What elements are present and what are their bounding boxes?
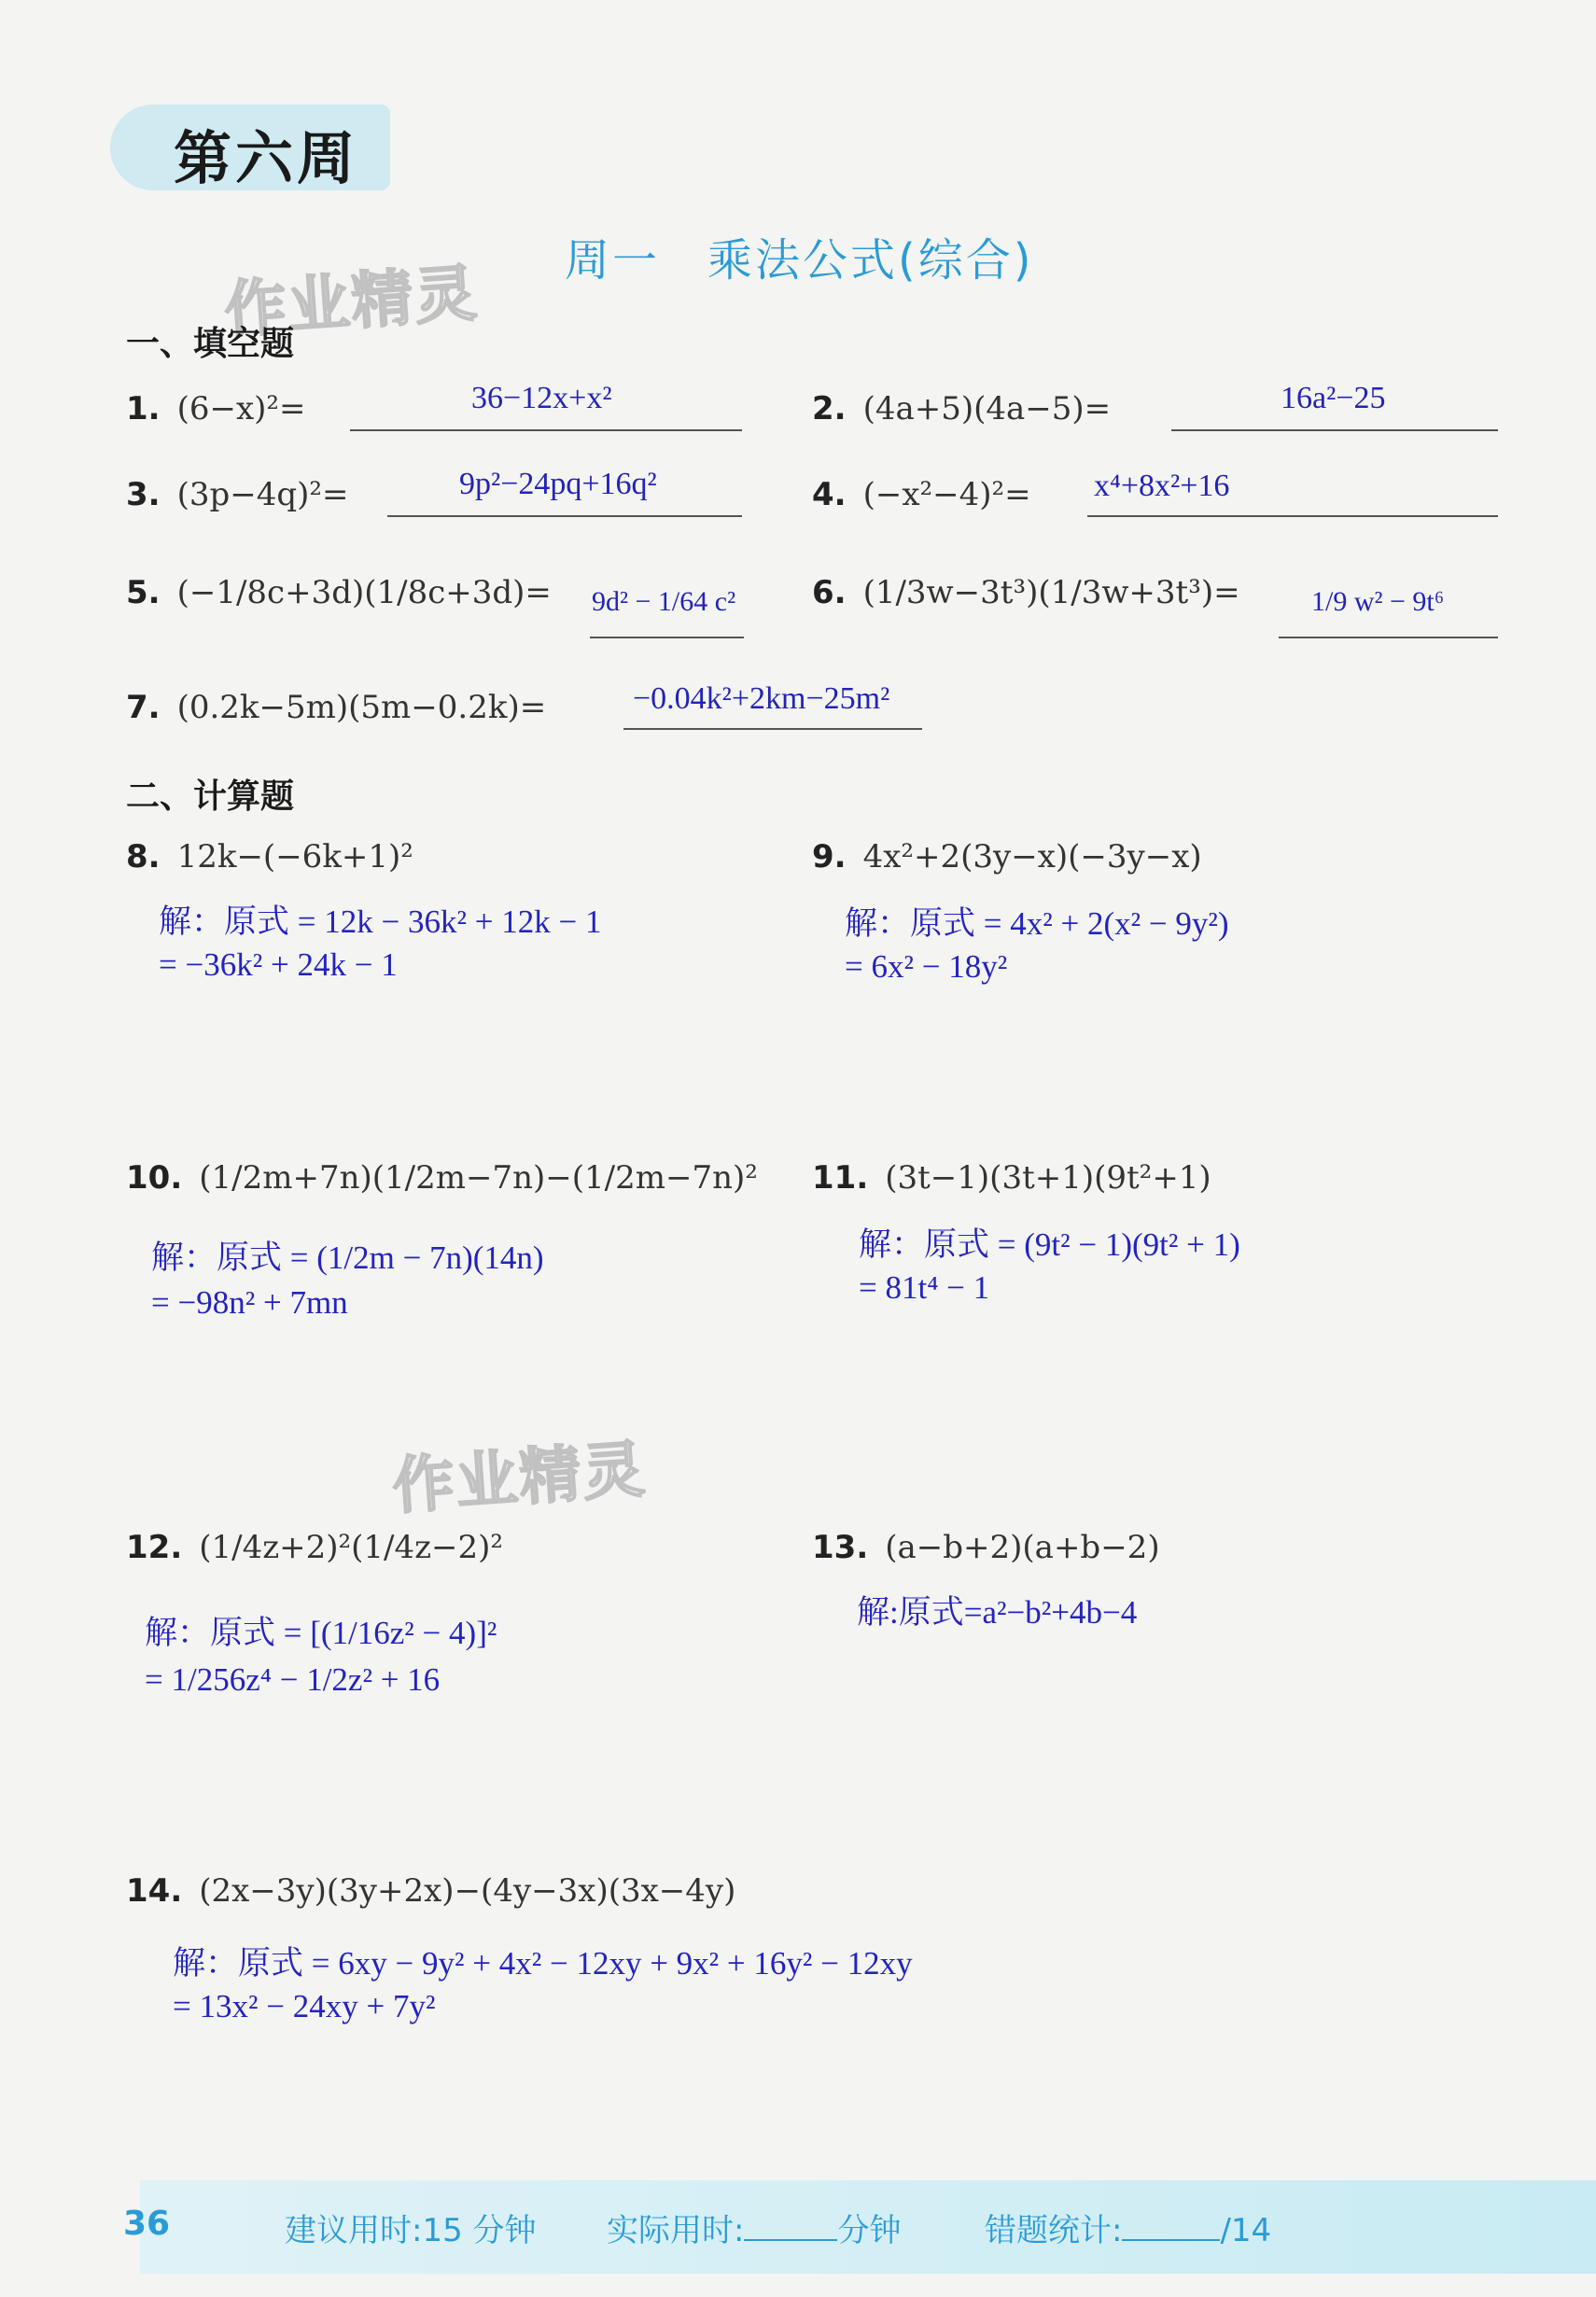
actual-time-blank[interactable] <box>744 2215 837 2241</box>
error-count <box>985 2205 1271 2250</box>
answer-line <box>387 515 742 517</box>
answer-line <box>590 637 744 638</box>
question-number: 7. <box>126 689 161 726</box>
calc-question-9 <box>812 838 1202 875</box>
question-number: 6. <box>812 574 847 611</box>
question-text: 4x²+2(3y−x)(−3y−x) <box>862 838 1202 875</box>
fill-answer-5: 9d² − 1/64 c² <box>592 586 736 617</box>
fill-question-5 <box>126 574 552 611</box>
question-text: (2x−3y)(3y+2x)−(4y−3x)(3x−4y) <box>199 1872 736 1910</box>
fill-question-6 <box>812 574 1240 611</box>
solution-line-1: 解：原式 = 12k − 36k² + 12k − 1 <box>159 903 602 940</box>
question-text: (1/4z+2)²(1/4z−2)² <box>199 1529 504 1566</box>
question-text: (1/3w−3t³)(1/3w+3t³)= <box>862 574 1240 611</box>
solution-line-1: 解：原式 = (9t² − 1)(9t² + 1) <box>859 1226 1240 1263</box>
answer-line <box>1279 637 1498 638</box>
fill-answer-1: 36−12x+x² <box>471 381 612 415</box>
errors-total: /14 <box>1220 2212 1272 2249</box>
fill-question-1 <box>126 390 306 427</box>
fill-question-4 <box>812 476 1031 513</box>
question-number: 9. <box>812 838 847 875</box>
fill-answer-3: 9p²−24pq+16q² <box>459 467 657 501</box>
solution-line-2: = −98n² + 7mn <box>151 1284 348 1321</box>
question-number: 12. <box>126 1529 183 1566</box>
question-text: (4a+5)(4a−5)= <box>862 390 1112 427</box>
question-number: 13. <box>812 1529 869 1566</box>
question-text: (1/2m+7n)(1/2m−7n)−(1/2m−7n)² <box>199 1159 758 1197</box>
answer-line <box>1171 429 1498 431</box>
question-number: 8. <box>126 838 161 875</box>
question-number: 3. <box>126 476 161 513</box>
fill-question-7 <box>126 689 546 726</box>
solution-line-1: 解：原式 = [(1/16z² − 4)]² <box>145 1615 497 1651</box>
question-number: 5. <box>126 574 161 611</box>
question-number: 14. <box>126 1872 183 1910</box>
section-title: 周一 乘法公式(综合) <box>565 234 1034 287</box>
solution-line-1: 解：原式 = 4x² + 2(x² − 9y²) <box>845 905 1229 942</box>
watermark-top: 作业精灵 <box>222 257 481 347</box>
fill-answer-4: x⁴+8x²+16 <box>1094 469 1230 503</box>
calc-question-8 <box>126 838 413 875</box>
question-text: (−x²−4)²= <box>862 476 1031 513</box>
calc-question-10 <box>126 1159 758 1197</box>
solution-line-2: = 1/256z⁴ − 1/2z² + 16 <box>145 1661 441 1698</box>
question-text: (6−x)²= <box>176 390 306 427</box>
question-number: 4. <box>812 476 847 513</box>
actual-time <box>607 2205 901 2250</box>
question-text: 12k−(−6k+1)² <box>176 838 413 875</box>
part2-heading: 二、计算题 <box>126 777 295 816</box>
answer-line <box>623 728 922 730</box>
question-number: 1. <box>126 390 161 427</box>
question-text: (3p−4q)²= <box>176 476 349 513</box>
calc-question-11 <box>812 1159 1211 1197</box>
errors-label: 错题统计: <box>985 2212 1123 2249</box>
solution-line-2: = −36k² + 24k − 1 <box>159 946 398 983</box>
watermark-middle: 作业精灵 <box>390 1433 649 1523</box>
fill-answer-2: 16a²−25 <box>1281 381 1386 415</box>
solution-line-2: = 6x² − 18y² <box>845 948 1008 985</box>
actual-time-unit: 分钟 <box>837 2212 902 2249</box>
actual-time-label: 实际用时: <box>607 2212 745 2249</box>
fill-answer-6: 1/9 w² − 9t⁶ <box>1311 586 1445 617</box>
solution-line-2: = 81t⁴ − 1 <box>859 1269 990 1306</box>
question-number: 2. <box>812 390 847 427</box>
calc-question-12 <box>126 1529 503 1566</box>
page-number: 36 <box>123 2205 171 2243</box>
fill-question-2 <box>812 390 1111 427</box>
question-text: (0.2k−5m)(5m−0.2k)= <box>176 689 547 726</box>
question-number: 11. <box>812 1159 869 1197</box>
errors-blank[interactable] <box>1122 2215 1220 2241</box>
fill-answer-7: −0.04k²+2km−25m² <box>633 681 890 716</box>
question-number: 10. <box>126 1159 183 1197</box>
calc-question-13 <box>812 1529 1160 1566</box>
question-text: (3t−1)(3t+1)(9t²+1) <box>885 1159 1211 1197</box>
fill-question-3 <box>126 476 349 513</box>
question-text: (−1/8c+3d)(1/8c+3d)= <box>176 574 552 611</box>
solution-line-1: 解：原式 = (1/2m − 7n)(14n) <box>151 1240 544 1276</box>
solution-line-1: 解：原式 = 6xy − 9y² + 4x² − 12xy + 9x² + 16y² − 12xy <box>173 1945 913 1982</box>
answer-line <box>350 429 742 431</box>
solution-line-2: = 13x² − 24xy + 7y² <box>173 1988 436 2024</box>
answer-line <box>1087 515 1498 517</box>
calc-question-14 <box>126 1872 735 1910</box>
question-text: (a−b+2)(a+b−2) <box>885 1529 1160 1566</box>
suggested-time: 建议用时:15 分钟 <box>285 2212 537 2249</box>
part1-heading: 一、填空题 <box>126 325 295 363</box>
solution-line-1: 解:原式=a²−b²+4b−4 <box>857 1594 1138 1631</box>
week-title: 第六周 <box>174 124 359 192</box>
